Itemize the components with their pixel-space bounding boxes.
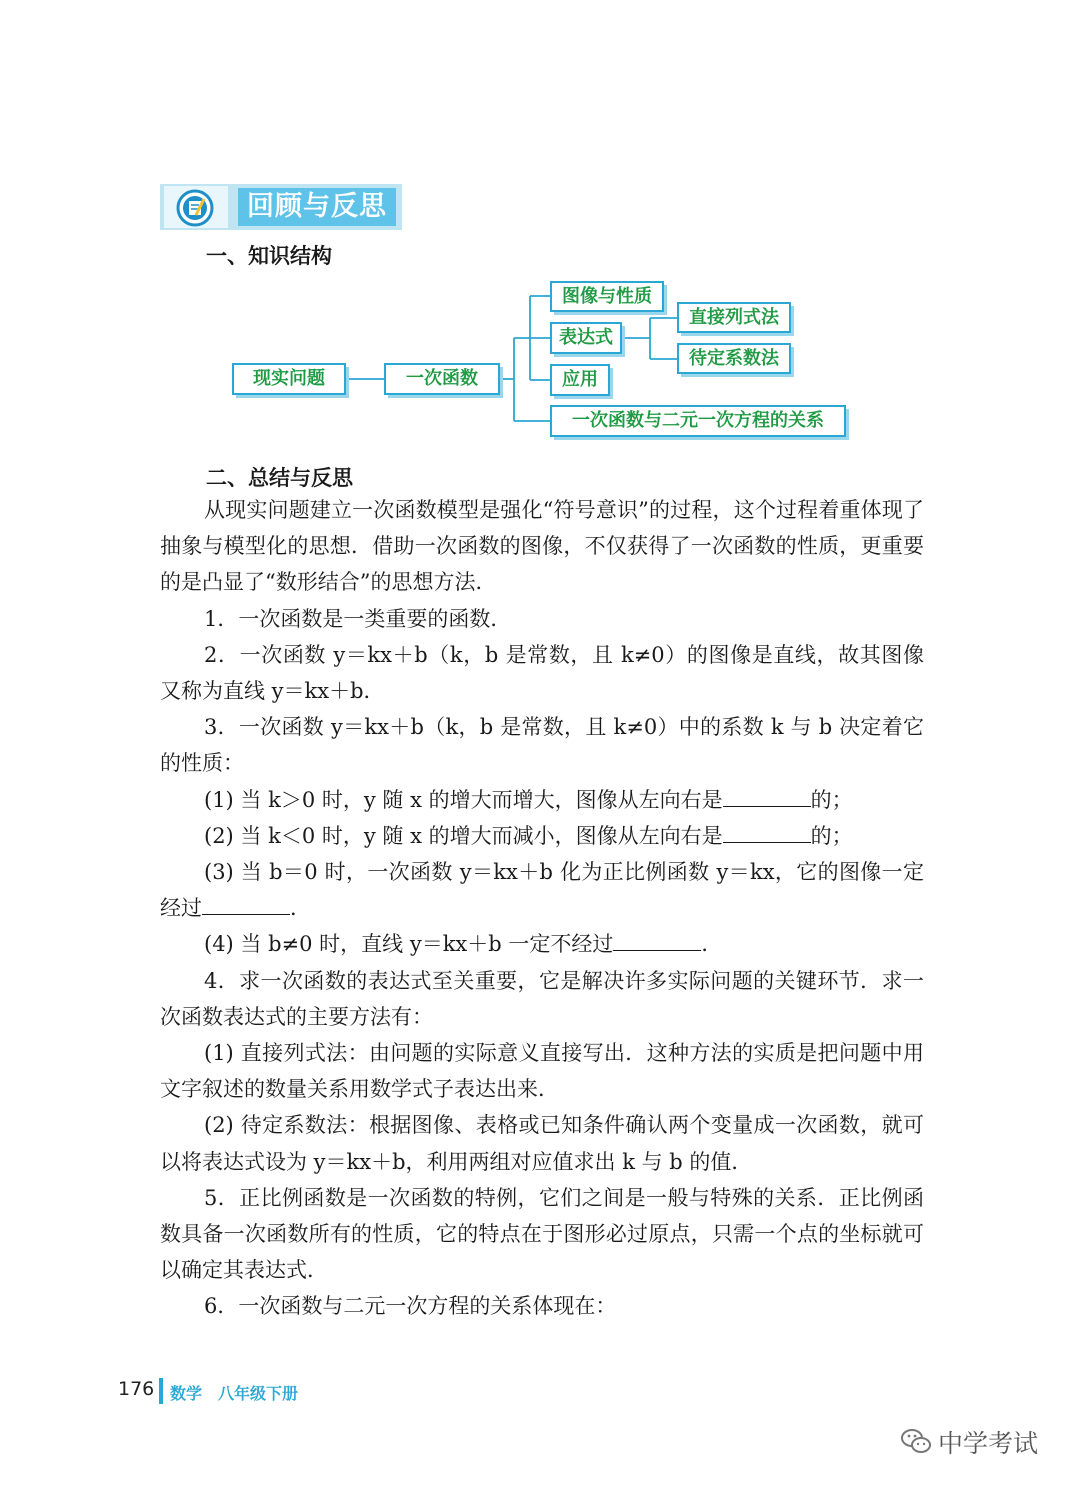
node-direct-method: 直接列式法 <box>677 302 791 333</box>
point-3-2 <box>160 818 924 854</box>
watermark-text: 中学考试 <box>938 1429 1039 1458</box>
point-2: 2．一次函数 y＝kx＋b（k，b 是常数，且 k≠0）的图像是直线，故其图像又称为直线 y＝kx＋b． <box>160 642 924 704</box>
node-graph-properties: 图像与性质 <box>550 281 664 312</box>
point-4-1: (1) 直接列式法：由问题的实际意义直接写出．这种方法的实质是把问题中用文字叙述的数量关系用数学式子表达出来． <box>160 1041 924 1102</box>
fill-blank <box>723 788 811 807</box>
node-application: 应用 <box>550 364 610 396</box>
intro-paragraph: 从现实问题建立一次函数模型是强化“符号意识”的过程，这个过程着重体现了抽象与模型化的思想．借助一次函数的图像，不仅获得了一次函数的性质，更重要的是凸显了“数形结合”的思想方法． <box>160 498 924 595</box>
point-4-2: (2) 待定系数法：根据图像、表格或已知条件确认两个变量成一次函数，就可以将表达式设为 y＝kx＋b，利用两组对应值求出 k 与 b 的值． <box>160 1113 924 1174</box>
node-relation: 一次函数与二元一次方程的关系 <box>550 405 846 437</box>
node-expression: 表达式 <box>550 322 622 354</box>
section-heading-structure: 一、知识结构 <box>206 244 332 268</box>
footer-divider <box>159 1378 163 1404</box>
point-3-2-end: 的； <box>810 823 853 848</box>
section-heading-summary: 二、总结与反思 <box>206 466 353 490</box>
node-real-problem: 现实问题 <box>232 363 346 395</box>
fill-blank <box>723 824 811 843</box>
notebook-pencil-icon <box>176 189 214 227</box>
point-3-4-text: (4) 当 b≠0 时，直线 y＝kx＋b 一定不经过 <box>204 932 614 957</box>
point-3-4-end: ． <box>701 932 723 957</box>
summary-body <box>160 492 924 1325</box>
page-number: 176 <box>118 1378 155 1400</box>
wechat-icon <box>900 1426 932 1456</box>
fill-blank <box>613 932 701 951</box>
point-4: 4．求一次函数的表达式至关重要，它是解决许多实际问题的关键环节．求一次函数表达式的主要方法有： <box>160 968 924 1029</box>
point-3-3-text: (3) 当 b＝0 时，一次函数 y＝kx＋b 化为正比例函数 y＝kx，它的图像一定经过 <box>160 860 924 921</box>
point-3-3 <box>160 854 924 926</box>
banner-icon-wrap <box>164 186 228 228</box>
point-3-4 <box>160 926 924 962</box>
point-3: 3．一次函数 y＝kx＋b（k，b 是常数，且 k≠0）中的系数 k 与 b 决定着它的性质： <box>160 715 924 776</box>
point-3-1-text: (1) 当 k＞0 时，y 随 x 的增大而增大，图像从左向右是 <box>204 787 723 812</box>
book-title: 数学 八年级下册 <box>170 1384 299 1403</box>
point-1: 1．一次函数是一类重要的函数． <box>204 606 512 631</box>
point-6: 6．一次函数与二元一次方程的关系体现在： <box>204 1294 617 1319</box>
node-linear-function: 一次函数 <box>384 363 500 395</box>
point-3-2-text: (2) 当 k＜0 时，y 随 x 的增大而减小，图像从左向右是 <box>204 823 723 848</box>
point-3-1-end: 的； <box>810 787 853 812</box>
banner-title: 回顾与反思 <box>238 188 396 226</box>
point-3-3-end: ． <box>290 896 311 921</box>
section-banner <box>160 184 402 230</box>
point-5: 5．正比例函数是一次函数的特例，它们之间是一般与特殊的关系．正比例函数具备一次函数所有的性质，它的特点在于图形必过原点，只需一个点的坐标就可以确定其表达式． <box>160 1185 924 1283</box>
node-undetermined-coefficient: 待定系数法 <box>677 343 791 374</box>
point-3-1 <box>160 782 924 818</box>
fill-blank <box>202 896 290 915</box>
